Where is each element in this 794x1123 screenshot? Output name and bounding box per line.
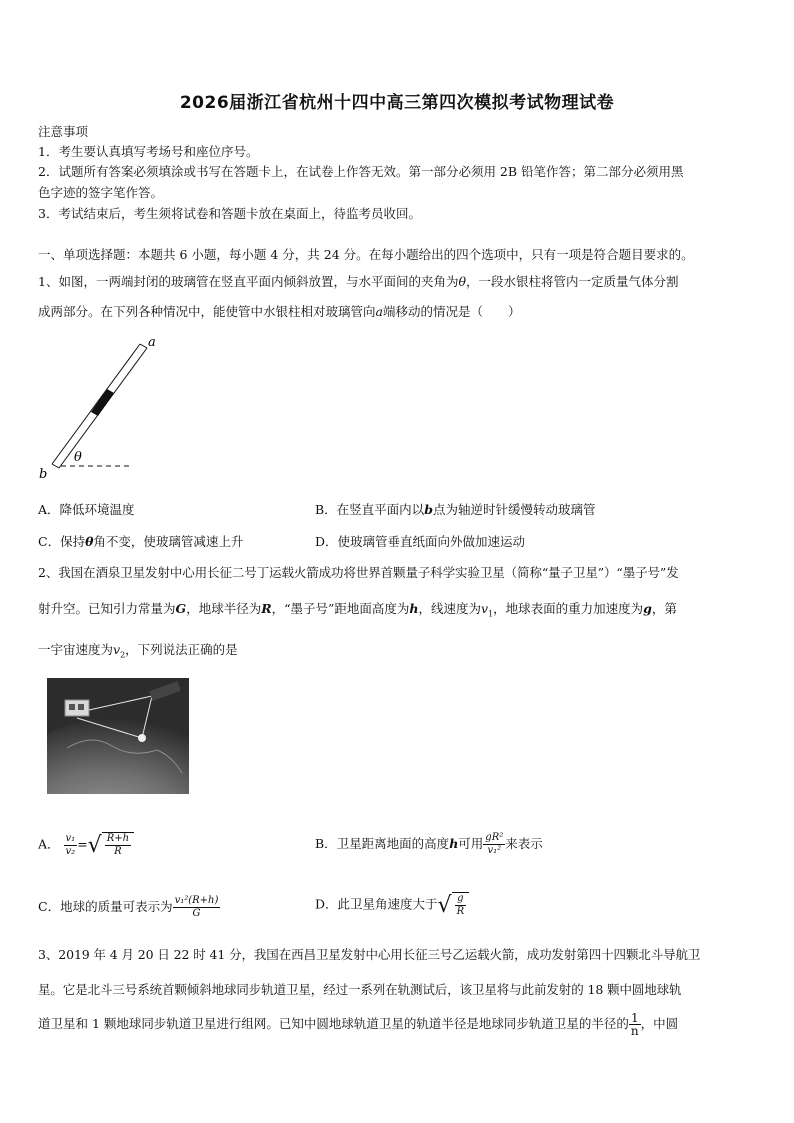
option-text: C．地球的质量可表示为 — [38, 899, 173, 914]
q1-text-line1 — [38, 272, 679, 290]
option-text: 来表示 — [505, 836, 543, 851]
q2-text: ，线速度为 — [418, 601, 481, 616]
option-var: h — [449, 836, 459, 851]
fraction-denominator: v₁² — [487, 845, 502, 856]
option-label: A． — [38, 836, 60, 852]
q2-text-line2 — [38, 599, 677, 619]
q2-text: ，“墨子号”距地面高度为 — [271, 601, 410, 616]
q1-text: 成两部分。在下列各种情况中，能使管中水银柱相对玻璃管向 — [38, 304, 376, 319]
fraction-denominator: R — [114, 846, 122, 857]
q2-var: h — [409, 601, 419, 616]
square-root: √ $\frac{g}{R}$ — [438, 892, 470, 918]
q2-sub: 1 — [488, 609, 494, 619]
q2-var: R — [261, 601, 272, 616]
q2-var: v — [113, 642, 121, 657]
q2-text: ，第 — [651, 601, 677, 616]
option-text: B．卫星距离地面的高度 — [315, 836, 450, 851]
square-root: √ $\frac{R+h}{R}$ — [88, 832, 134, 858]
notice-item: 1．考生要认真填写考场号和座位序号。 — [38, 144, 259, 159]
fraction — [64, 833, 78, 858]
fraction-numerator: gR² — [485, 832, 504, 843]
q3-text: 道卫星和 1 颗地球同步轨道卫星进行组网。已知中圆地球轨道卫星的轨道半径是地球同步轨道卫星的半径的 — [38, 1016, 629, 1031]
q2-sub: 2 — [120, 650, 126, 660]
q2-text: ，下列说法正确的是 — [125, 642, 238, 657]
q1-option-d: D．使玻璃管垂直纸面向外做加速运动 — [315, 534, 526, 549]
label-a: a — [148, 335, 156, 350]
satellite-photo — [47, 678, 189, 794]
q1-option-a: A．降低环境温度 — [38, 502, 135, 517]
equals-sign: = — [77, 836, 88, 852]
fraction-numerator: v₁²(R+h) — [174, 895, 219, 906]
option-text: 点为轴逆时针缓慢转动玻璃管 — [432, 502, 596, 517]
option-var: b — [424, 502, 433, 517]
option-text: D．此卫星角速度大于 — [315, 896, 438, 912]
q2-option-a — [38, 832, 134, 858]
fraction-numerator: g — [455, 893, 467, 906]
mercury-column — [91, 389, 114, 416]
fraction-numerator: v₁ — [65, 832, 76, 844]
fraction-numerator: R+h — [106, 833, 130, 844]
q1-text: 端移动的情况是（ ） — [382, 304, 521, 319]
option-text: 可用 — [458, 836, 484, 851]
q2-text-line3 — [38, 640, 238, 660]
q3-text-line1: 3、2019 年 4 月 20 日 22 时 41 分，我国在西昌卫星发射中心用长征三号乙运载火箭，成功发射第四十四颗北斗导航卫 — [38, 947, 701, 962]
q2-text: ，地球半径为 — [186, 601, 262, 616]
q1-a: a — [375, 304, 383, 319]
q3-text: ，中圆 — [640, 1016, 679, 1031]
option-text: C．保持 — [38, 534, 86, 549]
notice-item: 2．试题所有答案必须填涂或书写在答题卡上，在试卷上作答无效。第一部分必须用 2B 铅笔作答；第二部分必须用黑 — [38, 164, 684, 179]
notice-item: 色字迹的签字笔作答。 — [38, 185, 164, 200]
fraction — [105, 833, 131, 858]
label-b: b — [39, 467, 48, 482]
q2-text: 一宇宙速度为 — [38, 642, 114, 657]
fraction — [483, 832, 505, 857]
q3-text-line2: 星。它是北斗三号系统首颗倾斜地球同步轨道卫星，经过一系列在轨测试后，该卫星将与此前发射的 18 颗中圆地球轨 — [38, 982, 682, 997]
fraction — [629, 1012, 641, 1037]
fraction-numerator: 1 — [629, 1012, 641, 1025]
q2-text-line1: 2、我国在酒泉卫星发射中心用长征二号丁运载火箭成功将世界首颗量子科学实验卫星（简称“量子卫星”）“墨子号”发 — [38, 565, 679, 580]
q2-var: G — [175, 601, 187, 616]
option-text: B．在竖直平面内以 — [315, 502, 425, 517]
q1-text: 1、如图，一两端封闭的玻璃管在竖直平面内倾斜放置，与水平面间的夹角为 — [38, 274, 459, 289]
q3-text-line3 — [38, 1012, 678, 1037]
option-var: θ — [85, 534, 94, 549]
q1-text: ，一段水银柱将管内一定质量气体分割 — [466, 274, 679, 289]
q2-option-c — [38, 895, 220, 920]
label-theta: θ — [74, 450, 82, 465]
q2-var: v — [481, 601, 489, 616]
q1-theta: θ — [458, 274, 466, 289]
notice-item: 3．考试结束后，考生须将试卷和答题卡放在桌面上，待监考员收回。 — [38, 206, 421, 221]
q2-text: ，地球表面的重力加速度为 — [493, 601, 644, 616]
fraction — [455, 893, 467, 918]
q1-text-line2 — [38, 302, 520, 320]
q2-text: 射升空。已知引力常量为 — [38, 601, 176, 616]
notice-heading: 注意事项 — [38, 124, 89, 139]
fraction — [173, 895, 221, 920]
fraction-denominator: R — [456, 906, 465, 917]
tube-diagram — [36, 330, 176, 482]
q2-option-d — [315, 892, 469, 918]
q1-option-c — [38, 532, 243, 550]
fraction-denominator: G — [192, 908, 201, 919]
fraction-denominator: v₂ — [65, 845, 76, 857]
section-heading: 一、单项选择题：本题共 6 小题，每小题 4 分，共 24 分。在每小题给出的四个选项中，只有一项是符合题目要求的。 — [38, 247, 694, 262]
q1-option-b — [315, 500, 595, 518]
q2-option-b — [315, 832, 543, 857]
fraction-denominator: n — [630, 1024, 639, 1038]
option-text: 角不变，使玻璃管减速上升 — [93, 534, 244, 549]
page-title: 2026届浙江省杭州十四中高三第四次模拟考试物理试卷 — [179, 93, 615, 113]
q2-var: g — [643, 601, 652, 616]
